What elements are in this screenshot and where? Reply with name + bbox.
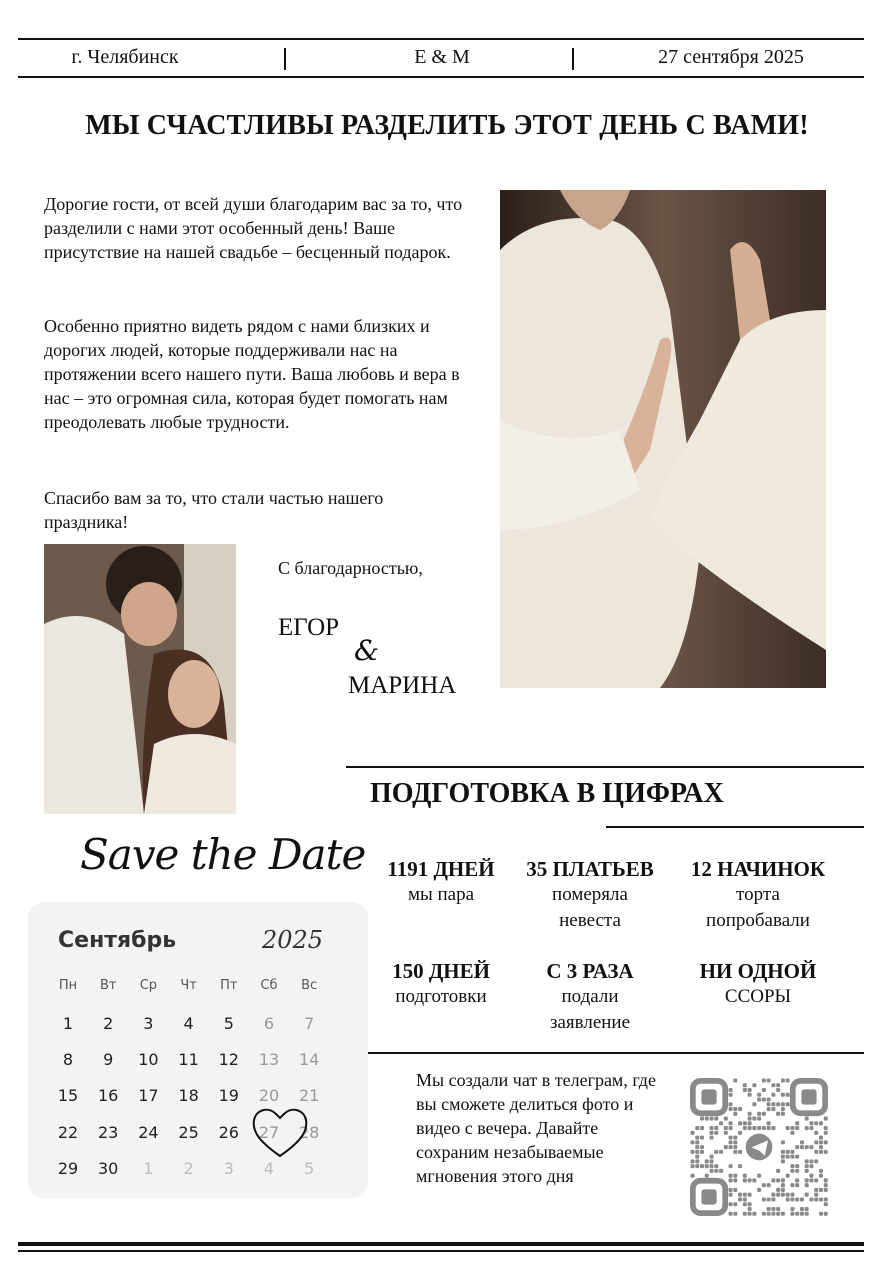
calendar (28, 902, 368, 1198)
stat-line: заявление (549, 1012, 631, 1033)
letter-paragraph-3: Спасибо вам за то, что стали частью нашего праздника! (44, 488, 384, 532)
stat-item (514, 958, 666, 1036)
calendar-day: 28 (299, 1122, 320, 1142)
calendar-day: 2 (183, 1158, 194, 1178)
calendar-day: 11 (178, 1050, 199, 1070)
calendar-day: 17 (138, 1086, 159, 1106)
page-title: МЫ СЧАСТЛИВЫ РАЗДЕЛИТЬ ЭТОТ ДЕНЬ С ВАМИ! (85, 110, 809, 141)
header-date: 27 сентября 2025 (658, 46, 804, 68)
letter-paragraph-2: Особенно приятно видеть рядом с нами близких и дорогих людей, которые поддерживали нас на протяжении всего нашего пути. Ваша любовь и вера в нас – это огромная сила, которая будет помогать нам преодолевать любые трудности. (44, 316, 460, 432)
calendar-day: 5 (304, 1158, 315, 1178)
save-the-date-title: Save the Date (80, 830, 366, 879)
header-divider (284, 48, 286, 70)
calendar-day: 3 (223, 1158, 234, 1178)
calendar-day: 30 (98, 1158, 119, 1178)
header-bottom-rule (18, 76, 864, 78)
header-initials: E & M (414, 46, 470, 68)
calendar-day: 4 (183, 1014, 194, 1033)
calendar-day: 4 (263, 1158, 275, 1178)
stats-title-rule (606, 826, 864, 828)
stat-line: мы пара (407, 884, 475, 905)
groom-name: ЕГОР (278, 614, 340, 641)
stat-item (366, 856, 516, 908)
calendar-day: 25 (178, 1122, 199, 1142)
stat-item (676, 856, 840, 934)
calendar-day: 14 (299, 1050, 320, 1070)
stats-bottom-rule (368, 1052, 864, 1054)
calendar-day: 5 (223, 1014, 234, 1033)
calendar-day: 29 (57, 1158, 79, 1178)
stat-line: ССОРЫ (724, 986, 792, 1007)
calendar-day: 26 (218, 1122, 239, 1142)
calendar-day: 8 (62, 1050, 74, 1070)
header-divider (572, 48, 574, 70)
header-top-rule (18, 38, 864, 40)
calendar-day: 27 (258, 1122, 280, 1142)
calendar-day: 1 (143, 1158, 154, 1178)
footer-rule-thick (18, 1242, 864, 1246)
calendar-day: 7 (304, 1014, 315, 1033)
stat-head: 12 НАЧИНОК (690, 857, 826, 881)
calendar-weekday: Чт (180, 978, 197, 993)
calendar-weekday: Сб (260, 978, 278, 993)
calendar-day: 1 (62, 1014, 74, 1033)
calendar-day: 18 (178, 1086, 199, 1106)
stat-line: подготовки (395, 986, 487, 1007)
heart-icon (250, 1104, 310, 1160)
telegram-icon (743, 1131, 775, 1163)
calendar-day: 24 (138, 1122, 159, 1142)
calendar-weekday: Ср (139, 978, 158, 993)
stat-line: подали (561, 986, 619, 1007)
stat-head: 150 ДНЕЙ (392, 959, 490, 983)
calendar-weekday: Пн (58, 978, 78, 993)
calendar-month: Сентябрь (58, 928, 177, 953)
ampersand: & (354, 634, 379, 667)
calendar-day: 12 (218, 1050, 239, 1070)
calendar-day: 6 (263, 1014, 275, 1033)
stat-line: торта (736, 884, 780, 905)
calendar-day: 19 (218, 1086, 239, 1106)
calendar-weekday: Пт (220, 978, 238, 993)
signoff-text: С благодарностью, (278, 558, 423, 578)
stat-head: 35 ПЛАТЬЕВ (526, 857, 654, 881)
stat-item (366, 958, 516, 1010)
calendar-weekday: Вт (99, 978, 117, 993)
bride-name: МАРИНА (348, 672, 457, 699)
couple-hands-photo (500, 190, 826, 688)
stat-line: попробавали (706, 910, 810, 931)
calendar-day: 23 (98, 1122, 119, 1142)
header-city: г. Челябинск (71, 46, 179, 68)
stat-line: невеста (559, 910, 621, 931)
calendar-weekday: Вс (301, 978, 318, 993)
calendar-day: 16 (98, 1086, 119, 1106)
calendar-day: 10 (138, 1050, 159, 1070)
stats-title: ПОДГОТОВКА В ЦИФРАХ (370, 778, 724, 809)
calendar-day: 22 (57, 1122, 79, 1142)
calendar-year: 2025 (262, 926, 324, 954)
footer-rule-thin (18, 1250, 864, 1252)
calendar-day: 15 (57, 1086, 79, 1106)
calendar-day: 3 (143, 1014, 154, 1033)
telegram-chat-text: Мы создали чат в телеграм, где вы сможете делиться фото и видео с вечера. Давайте сохраним незабываемые мгновения этого дня (416, 1070, 656, 1186)
calendar-day: 20 (258, 1086, 280, 1106)
calendar-day: 9 (103, 1050, 114, 1070)
stat-head: НИ ОДНОЙ (699, 959, 817, 983)
stat-head: 1191 ДНЕЙ (387, 857, 495, 881)
stat-head: С 3 РАЗА (546, 959, 634, 983)
stat-item (514, 856, 666, 934)
qr-code-icon[interactable] (690, 1078, 828, 1216)
calendar-day: 21 (299, 1086, 320, 1106)
couple-portrait-photo (44, 544, 236, 814)
calendar-day: 13 (258, 1050, 280, 1070)
stat-line: померяла (552, 884, 628, 905)
letter-paragraph-1: Дорогие гости, от всей души благодарим вас за то, что разделили с нами этот особенный день! Ваше присутствие на нашей свадьбе – бесценный подарок. (44, 194, 463, 262)
stat-item (690, 958, 826, 1010)
calendar-day: 2 (103, 1014, 114, 1033)
stats-top-rule (346, 766, 864, 768)
